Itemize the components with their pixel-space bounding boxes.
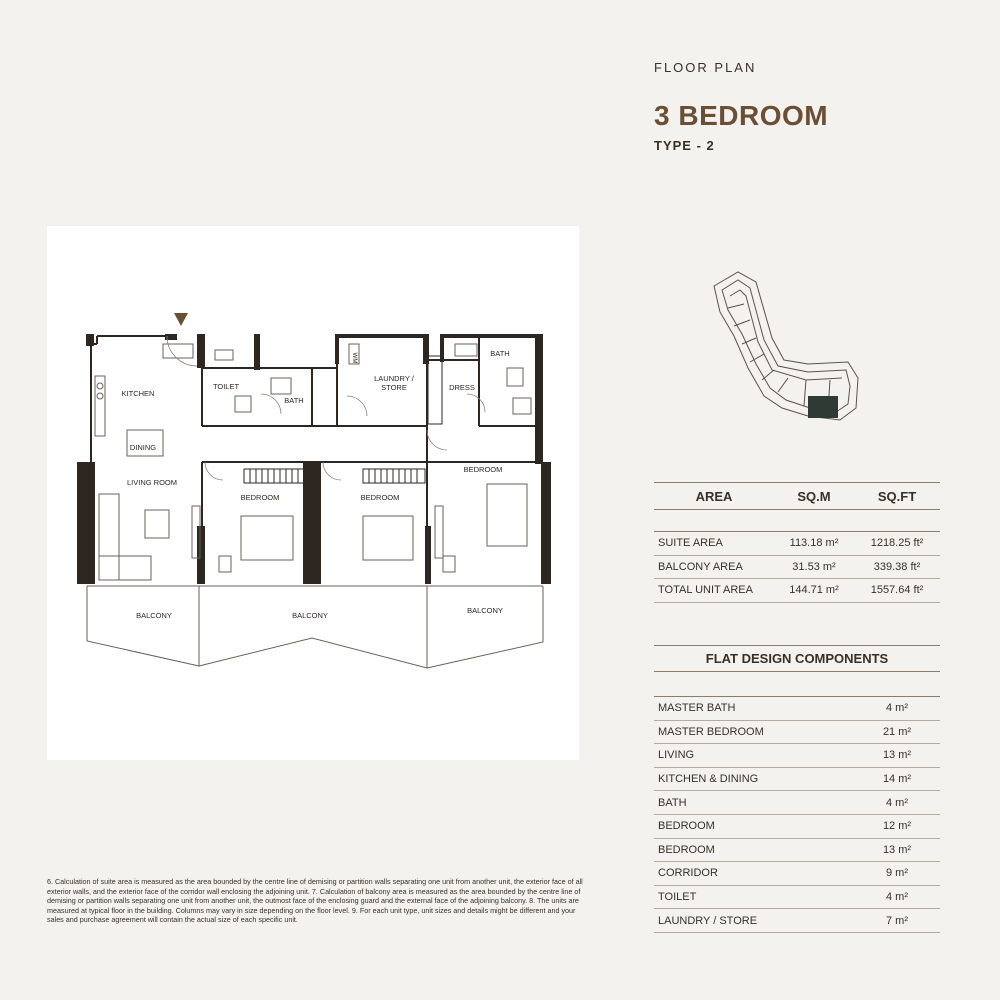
- component-label: MASTER BEDROOM: [658, 725, 764, 738]
- balcony-outline: [87, 586, 543, 668]
- footnotes: 6. Calculation of suite area is measured as the area bounded by the centre line of demising or partition walls separating one unit from another unit, the exterior face of all exterior walls, and the exterior face of the corridor wall enclosing the adjoining unit. 7. Calculation of balcony area is measured as the area bounded by the centre line of demising or partition walls separating one unit from another unit, the outmost face of the enclosing guard and the external face of the adjoining balcony. 8. The units are measured at typical floor in the building. Columns may vary in size depending on the floor level. 9. For each unit type, unit sizes and details might be different and your sales and purchase agreement will contain the actual size of each specific unit.: [47, 877, 583, 925]
- components-title: FLAT DESIGN COMPONENTS: [654, 645, 940, 672]
- component-label: MASTER BATH: [658, 702, 736, 715]
- floor-plan-drawing: [47, 226, 579, 760]
- component-label: LIVING: [658, 749, 695, 762]
- area-row-label: TOTAL UNIT AREA: [658, 584, 753, 597]
- page-eyebrow: FLOOR PLAN: [654, 60, 757, 75]
- table-row: [654, 556, 940, 580]
- components-table-spacer: [654, 672, 940, 697]
- label-balcony-1: BALCONY: [136, 611, 172, 620]
- list-item: [654, 697, 940, 721]
- list-item: [654, 768, 940, 792]
- label-bedroom-3: BEDROOM: [463, 465, 503, 474]
- area-table-header: [654, 482, 940, 510]
- component-value: 4 m²: [886, 796, 908, 809]
- area-table-spacer: [654, 510, 940, 532]
- list-item: [654, 721, 940, 745]
- component-value: 4 m²: [886, 702, 908, 715]
- area-row-sqm: 31.53 m²: [792, 560, 836, 573]
- area-header-sqft: SQ.FT: [877, 488, 917, 504]
- area-row-label: BALCONY AREA: [658, 560, 743, 573]
- component-label: KITCHEN & DINING: [658, 773, 759, 786]
- component-value: 7 m²: [886, 914, 908, 927]
- area-row-sqm: 113.18 m²: [789, 537, 839, 550]
- list-item: [654, 909, 940, 933]
- label-bedroom-1: BEDROOM: [240, 493, 280, 502]
- area-row-sqm: 144.71 m²: [789, 584, 839, 597]
- area-row-sqft: 1218.25 ft²: [870, 537, 924, 550]
- area-row-label: SUITE AREA: [658, 537, 723, 550]
- component-value: 13 m²: [882, 749, 912, 762]
- component-value: 4 m²: [886, 891, 908, 904]
- component-value: 9 m²: [886, 867, 908, 880]
- label-bath-1: BATH: [284, 396, 304, 405]
- list-item: [654, 862, 940, 886]
- entrance-arrow-icon: [174, 313, 188, 326]
- area-header-sqm: SQ.M: [797, 488, 831, 504]
- label-bath-2: BATH: [490, 349, 510, 358]
- component-label: BEDROOM: [658, 843, 715, 856]
- label-balcony-3: BALCONY: [467, 606, 503, 615]
- table-row: [654, 579, 940, 603]
- component-label: BATH: [658, 796, 687, 809]
- label-kitchen: KITCHEN: [121, 389, 155, 398]
- list-item: [654, 886, 940, 910]
- list-item: [654, 839, 940, 863]
- area-table: [654, 482, 940, 603]
- label-toilet: TOILET: [212, 382, 240, 391]
- components-table: [654, 645, 940, 933]
- floor-plan-card: [47, 226, 579, 760]
- component-label: CORRIDOR: [658, 867, 718, 880]
- label-laundry-line-2: STORE: [381, 383, 407, 392]
- label-balcony-2: BALCONY: [292, 611, 328, 620]
- component-value: 12 m²: [882, 820, 912, 833]
- list-item: [654, 815, 940, 839]
- label-wm: WM: [351, 352, 357, 364]
- label-dining: DINING: [129, 443, 157, 452]
- unit-location-highlight: [808, 396, 838, 418]
- component-value: 14 m²: [882, 773, 912, 786]
- table-row: [654, 532, 940, 556]
- label-dress: DRESS: [449, 383, 475, 392]
- component-value: 21 m²: [882, 725, 912, 738]
- label-laundry-line-1: LAUNDRY /: [374, 374, 414, 383]
- page-title: 3 BEDROOM: [654, 100, 829, 131]
- component-label: LAUNDRY / STORE: [658, 914, 758, 927]
- list-item: [654, 791, 940, 815]
- label-living-room: LIVING ROOM: [126, 478, 178, 487]
- component-label: TOILET: [658, 891, 697, 904]
- area-header-area: AREA: [695, 488, 733, 504]
- list-item: [654, 744, 940, 768]
- component-label: BEDROOM: [658, 820, 715, 833]
- area-row-sqft: 339.38 ft²: [873, 560, 921, 573]
- page-subtitle: TYPE - 2: [654, 138, 715, 153]
- key-plan-icon: [708, 268, 868, 428]
- component-value: 13 m²: [882, 843, 912, 856]
- area-row-sqft: 1557.64 ft²: [870, 584, 924, 597]
- label-bedroom-2: BEDROOM: [360, 493, 400, 502]
